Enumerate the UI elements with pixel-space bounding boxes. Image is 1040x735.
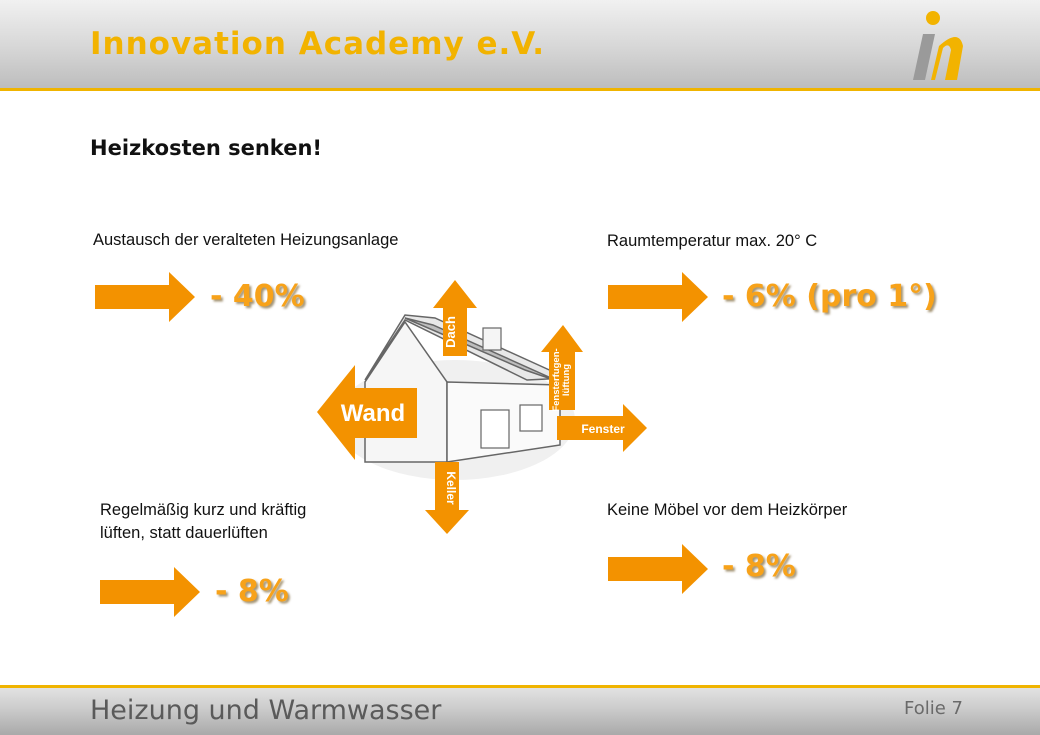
- innovation-academy-logo-icon: [905, 6, 975, 86]
- tip-furniture-label: Keine Möbel vor dem Heizkörper: [607, 501, 848, 519]
- dach-arrow-label: Dach: [443, 316, 458, 348]
- header-divider: [0, 88, 1040, 91]
- page-number: Folie 7: [904, 698, 963, 719]
- fensterfugen-arrow-label-line1: Fensterfugen-: [551, 348, 562, 412]
- tip-ventilation-value: - 8%: [215, 574, 289, 609]
- arrow-right-icon: [608, 544, 708, 594]
- tip-room-temperature-value: - 6% (pro 1°): [722, 279, 937, 314]
- tip-furniture-value: - 8%: [722, 549, 796, 584]
- org-title: Innovation Academy e.V.: [90, 26, 546, 62]
- fenster-arrow-label: Fenster: [581, 422, 625, 436]
- footer-title: Heizung und Warmwasser: [90, 695, 442, 726]
- tip-heating-replacement-label: Austausch der veralteten Heizungsanlage: [93, 231, 399, 249]
- house-heat-loss-icon: [305, 270, 655, 540]
- tip-ventilation-label-line1: Regelmäßig kurz und kräftig: [100, 501, 307, 519]
- slide-title: Heizkosten senken!: [90, 136, 322, 160]
- tip-ventilation-label-line2: lüften, statt dauerlüften: [100, 524, 268, 542]
- keller-arrow-label: Keller: [444, 471, 458, 505]
- wand-arrow-label: Wand: [340, 400, 406, 427]
- tip-heating-replacement-value: - 40%: [210, 279, 305, 314]
- tip-room-temperature-label: Raumtemperatur max. 20° C: [607, 232, 818, 250]
- fensterfugen-arrow-label-line2: lüftung: [561, 363, 572, 397]
- arrow-right-icon: [95, 272, 195, 322]
- tip-ventilation-label: [100, 499, 306, 545]
- arrow-right-icon: [100, 567, 200, 617]
